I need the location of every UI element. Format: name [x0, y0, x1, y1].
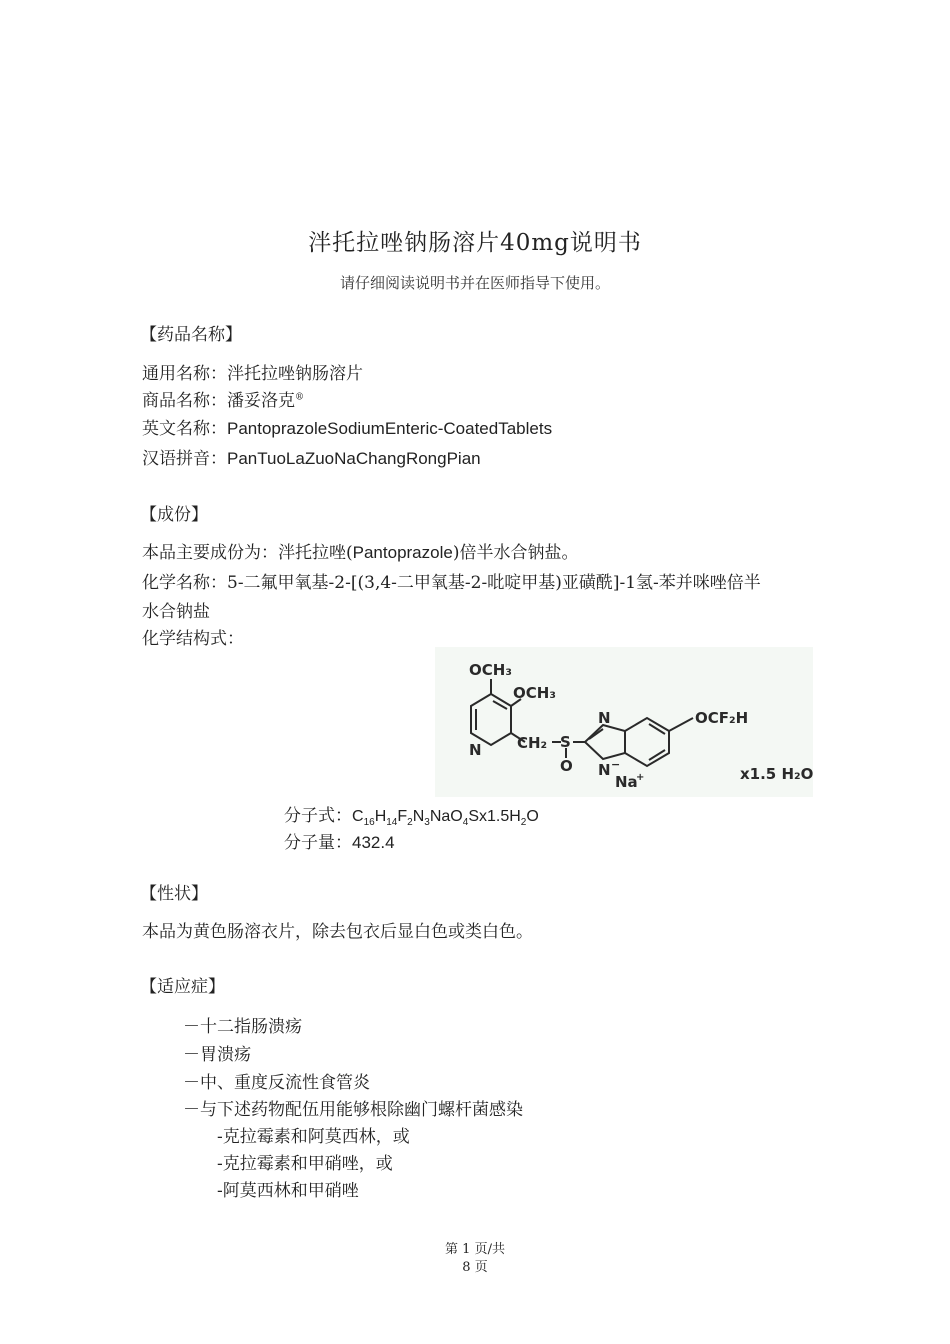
page-number-line-1: 第 1 页/共 — [445, 1242, 505, 1257]
indication-subitem: -克拉霉素和阿莫西林，或 — [217, 1127, 410, 1147]
main-ingredient-text-b: Pantoprazole — [352, 543, 453, 562]
formula-subscript: 4 — [462, 817, 469, 829]
formula-part: H — [374, 808, 387, 825]
brand-name-value: 潘妥洛克 — [227, 391, 295, 411]
sulfur-label: S — [560, 733, 571, 751]
indication-item: －中、重度反流性食管炎 — [183, 1073, 370, 1093]
document-title: 泮托拉唑钠肠溶片40mg说明书 — [308, 230, 642, 256]
section-heading-drug-name: 【药品名称】 — [140, 325, 242, 345]
section-heading-indications: 【适应症】 — [140, 977, 225, 997]
main-ingredient-line — [142, 538, 578, 563]
english-name-value: PantoprazoleSodiumEnteric-CoatedTablets — [227, 419, 553, 438]
benzene-double-bond — [649, 750, 665, 760]
chemical-structure-drawing — [435, 647, 813, 797]
formula-part: O — [526, 808, 539, 825]
imidazole-nitrogen-bottom-label: N — [598, 761, 611, 779]
methoxy-label-middle: OCH₃ — [513, 684, 556, 702]
indication-item: －与下述药物配伍用能够根除幽门螺杆菌感染 — [183, 1100, 523, 1120]
section-heading-description: 【性状】 — [140, 884, 208, 904]
formula-part: NaO — [429, 808, 463, 825]
sodium-charge-label: + — [636, 772, 645, 783]
section-heading-composition: 【成份】 — [140, 505, 208, 525]
indication-subitem: -阿莫西林和甲硝唑 — [217, 1181, 359, 1201]
formula-subscript: 2 — [520, 817, 527, 829]
indication-item: －十二指肠溃疡 — [183, 1017, 302, 1037]
formula-part: C — [352, 808, 364, 825]
description-text: 本品为黄色肠溶衣片，除去包衣后显白色或类白色。 — [142, 922, 533, 942]
registered-mark: ® — [295, 392, 304, 403]
imidazole-ring-bond — [585, 725, 625, 759]
negative-charge-label: − — [611, 758, 621, 771]
pinyin-name-value: PanTuoLaZuoNaChangRongPian — [227, 449, 481, 468]
formula-part: Sx1.5H — [468, 808, 521, 825]
indication-item: －胃溃疡 — [183, 1045, 251, 1065]
methylene-label: CH₂ — [517, 734, 548, 752]
methoxy-label-top: OCH₃ — [469, 661, 512, 679]
main-ingredient-text-a: 本品主要成份为：泮托拉唑( — [142, 543, 353, 563]
molecular-weight-value: 432.4 — [352, 833, 395, 852]
english-name-line — [142, 414, 552, 439]
imidazole-nitrogen-top-label: N — [598, 709, 611, 727]
document-subtitle: 请仔细阅读说明书并在医师指导下使用。 — [339, 274, 610, 292]
sodium-label: Na — [615, 773, 638, 791]
molecular-formula-value — [352, 808, 539, 829]
brand-name-line — [142, 386, 304, 411]
generic-name-label: 通用名称： — [142, 364, 227, 384]
generic-name-value: 泮托拉唑钠肠溶片 — [227, 364, 363, 384]
benzene-double-bond — [649, 724, 665, 734]
pinyin-name-label: 汉语拼音： — [142, 449, 227, 469]
brand-name-label: 商品名称： — [142, 391, 227, 411]
chemical-name-line-2: 水合钠盐 — [142, 602, 210, 622]
molecular-formula-label: 分子式： — [284, 806, 352, 826]
pyridine-nitrogen-label: N — [469, 741, 482, 759]
chemical-structure-image — [435, 647, 813, 797]
benzene-ring-bond — [625, 718, 669, 766]
formula-part: N — [412, 808, 425, 825]
oxygen-label: O — [560, 757, 573, 775]
formula-part: F — [397, 808, 408, 825]
molecular-weight-line — [284, 828, 395, 853]
chemical-name-line-1: 化学名称：5-二氟甲氧基-2-[(3,4-二甲氧基-2-吡啶甲基)亚磺酰]-1氢-苯并咪唑倍半 — [142, 573, 761, 593]
formula-subscript: 3 — [424, 817, 430, 829]
hydrate-label: x1.5 H₂O — [740, 765, 813, 783]
formula-subscript: 2 — [407, 817, 413, 829]
difluoromethoxy-label: OCF₂H — [695, 709, 749, 727]
english-name-label: 英文名称： — [142, 419, 227, 439]
formula-subscript: 14 — [386, 817, 398, 829]
pinyin-name-line — [142, 444, 481, 469]
difluoromethoxy-bond — [669, 718, 693, 731]
generic-name-line — [142, 359, 363, 384]
indication-subitem: -克拉霉素和甲硝唑，或 — [217, 1154, 393, 1174]
molecular-formula-line — [284, 801, 539, 828]
structure-label: 化学结构式： — [142, 629, 244, 649]
formula-subscript: 16 — [363, 817, 375, 829]
page-number-line-2: 8 页 — [462, 1260, 488, 1275]
main-ingredient-text-c: )倍半水合钠盐。 — [452, 543, 579, 563]
molecular-weight-label: 分子量： — [284, 833, 352, 853]
